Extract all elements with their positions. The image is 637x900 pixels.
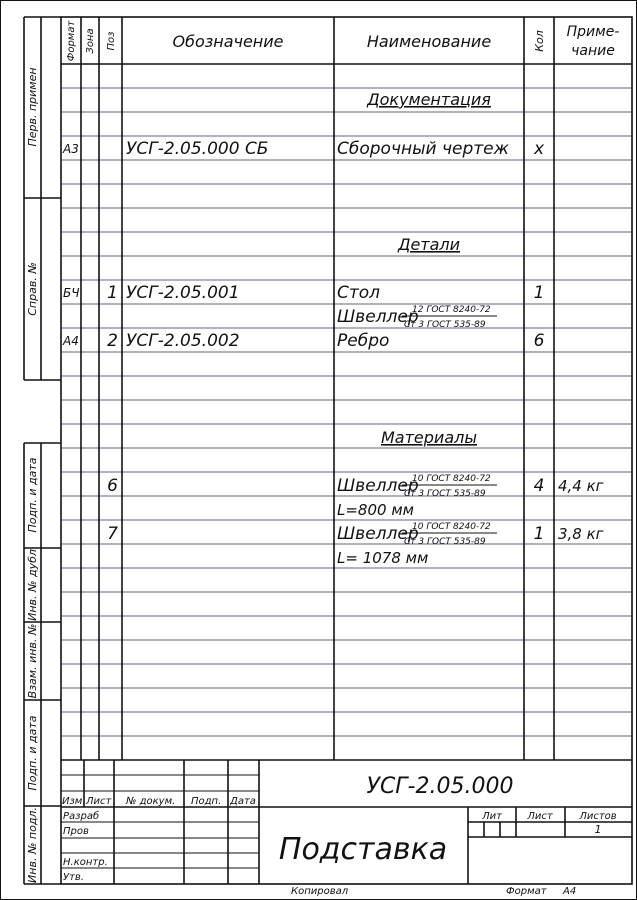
tb-role-n-kontr: Н.контр.	[63, 857, 108, 868]
header-qty: Кол	[533, 30, 546, 52]
row-9-qty: 1	[533, 524, 545, 544]
row-8-name: L=800 мм	[337, 501, 414, 519]
side-label-podp-data-2: Подп. и дата	[26, 715, 39, 791]
row-10-name: L= 1078 мм	[337, 549, 429, 567]
row-4-frac-bottom: Ст 3 ГОСТ 535-89	[404, 320, 486, 330]
tb-role-prov: Пров	[63, 826, 89, 837]
header-format: Формат	[66, 20, 77, 62]
table-column-lines	[81, 17, 554, 760]
row-7-note: 4,4 кг	[558, 477, 604, 495]
row-4-frac-top: 12 ГОСТ 8240-72	[412, 305, 491, 315]
tb-role-utv: Утв.	[63, 872, 84, 883]
tb-list-label: Лист	[527, 811, 553, 822]
header-designation: Обозначение	[172, 32, 284, 51]
table-row-lines	[61, 88, 632, 760]
row-3-qty: 1	[533, 283, 545, 303]
row-9-frac-bottom: Ст 3 ГОСТ 535-89	[404, 537, 486, 547]
row-7-pos: 6	[107, 476, 118, 496]
side-label-sprav-no: Справ. №	[26, 262, 39, 316]
header-name: Наименование	[366, 32, 492, 51]
row-7-qty: 4	[533, 476, 545, 496]
row-1-designation: УСГ-2.05.000 СБ	[126, 139, 269, 159]
side-label-podp-data-1: Подп. и дата	[26, 457, 39, 533]
row-9-pos: 7	[107, 524, 118, 544]
tb-title: Подставка	[278, 832, 448, 867]
row-1-name: Сборочный чертеж	[337, 139, 509, 159]
row-5-designation: УСГ-2.05.002	[126, 331, 240, 351]
row-4-name: Швеллер	[337, 307, 419, 327]
row-9-frac-top: 10 ГОСТ 8240-72	[412, 522, 491, 532]
row-1-format: А3	[63, 142, 79, 156]
side-label-inv-podl: Инв. № подл.	[26, 807, 39, 883]
footer-copied: Копировал	[291, 886, 349, 897]
row-7-frac-top: 10 ГОСТ 8240-72	[412, 474, 491, 484]
row-9-name: Швеллер	[337, 524, 419, 544]
tb-doc-number: УСГ-2.05.000	[366, 774, 514, 799]
side-label-inv-dubl: Инв. № дубл	[26, 549, 39, 621]
row-7-frac-bottom: Ст 3 ГОСТ 535-89	[404, 489, 486, 499]
footer-format-value: А4	[563, 886, 577, 897]
side-label-vzam-inv: Взам. инв. №	[26, 623, 39, 699]
row-5-format: А4	[63, 334, 79, 348]
row-7-name: Швеллер	[337, 476, 419, 496]
header-pos: Поз	[106, 31, 117, 51]
row-5-name: Ребро	[337, 331, 390, 351]
tb-listov-value: 1	[594, 823, 602, 836]
header-zone: Зона	[85, 28, 96, 54]
row-1-qty: х	[533, 139, 545, 159]
row-3-pos: 1	[107, 283, 118, 303]
tb-role-razrab: Разраб	[63, 811, 100, 822]
tb-col-podp: Подп.	[191, 796, 222, 807]
row-5-pos: 2	[107, 331, 118, 351]
row-5-qty: 6	[533, 331, 545, 351]
outer-frame	[1, 1, 637, 900]
tb-lit: Лит	[482, 811, 502, 822]
row-9-note: 3,8 кг	[558, 525, 604, 543]
section-heading-materials: Материалы	[381, 428, 477, 447]
row-3-format: БЧ	[63, 286, 80, 300]
side-label-perv-primen: Перв. примен	[26, 67, 39, 147]
footer-format-label: Формат	[506, 886, 547, 897]
header-note-line2: чание	[571, 43, 615, 59]
tb-col-list: Лист	[86, 796, 112, 807]
row-3-name: Стол	[337, 283, 381, 303]
header-note-line1: Приме-	[566, 24, 620, 40]
section-heading-docs: Документация	[367, 90, 491, 109]
section-heading-details: Детали	[397, 235, 461, 254]
tb-listov: Листов	[579, 811, 617, 822]
row-3-designation: УСГ-2.05.001	[126, 283, 240, 303]
tb-col-izm: Изм	[62, 796, 83, 807]
tb-col-n-dokum: № докум.	[126, 796, 176, 807]
tb-col-data: Дата	[230, 796, 256, 807]
